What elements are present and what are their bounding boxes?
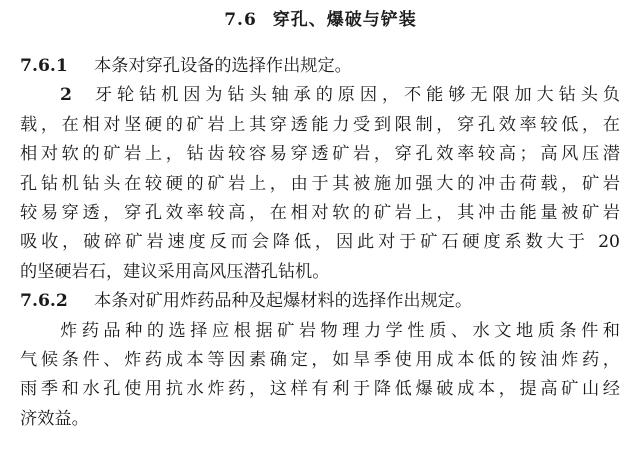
paragraph-line: 炸药品种的选择应根据矿岩物理力学性质、水文地质条件和 — [60, 320, 620, 341]
clause-number: 7.6.1 — [20, 56, 68, 76]
paragraph-line — [20, 81, 620, 110]
paragraph-line-text: 牙轮钻机因为钻头轴承的原因，不能够无限加大钻头负 — [90, 85, 620, 106]
clause-number: 7.6.2 — [20, 291, 68, 312]
item-number: 2 — [60, 85, 72, 106]
paragraph-line: 吸收，破碎矿岩速度反而会降低，因此对于矿石硬度系数大于 20 — [20, 232, 620, 253]
paragraph-line: 较易穿透，穿孔效率较高，在相对软的矿岩上，其冲击能量被矿岩 — [20, 202, 620, 223]
section-title-text: 穿孔、爆破与铲装 — [272, 10, 417, 30]
paragraph-line: 载，在相对坚硬的矿岩上其穿透能力受到限制，穿孔效率较低，在 — [20, 114, 620, 135]
paragraph-line: 雨季和水孔使用抗水炸药，这样有利于降低爆破成本，提高矿山经 — [20, 379, 620, 400]
clause-7-6-2-heading — [20, 287, 620, 316]
paragraph-line: 气候条件、炸药成本等因素确定，如旱季使用成本低的铵油炸药， — [20, 349, 620, 370]
body-text — [20, 52, 620, 434]
section-heading — [0, 8, 641, 32]
paragraph-line: 济效益。 — [20, 408, 89, 429]
section-number: 7.6 — [224, 10, 257, 30]
clause-intro: 本条对穿孔设备的选择作出规定。 — [94, 56, 352, 76]
paragraph-line: 相对软的矿岩上，钻齿较容易穿透矿岩，穿孔效率较高；高风压潜 — [20, 144, 620, 165]
clause-7-6-1-heading — [20, 52, 620, 81]
clause-intro: 本条对矿用炸药品种及起爆材料的选择作出规定。 — [94, 291, 473, 312]
paragraph-line: 的坚硬岩石，建议采用高风压潜孔钻机。 — [20, 261, 330, 282]
paragraph-line: 孔钻机钻头在较硬的矿岩上，由于其被施加强大的冲击荷载，矿岩 — [20, 173, 620, 194]
